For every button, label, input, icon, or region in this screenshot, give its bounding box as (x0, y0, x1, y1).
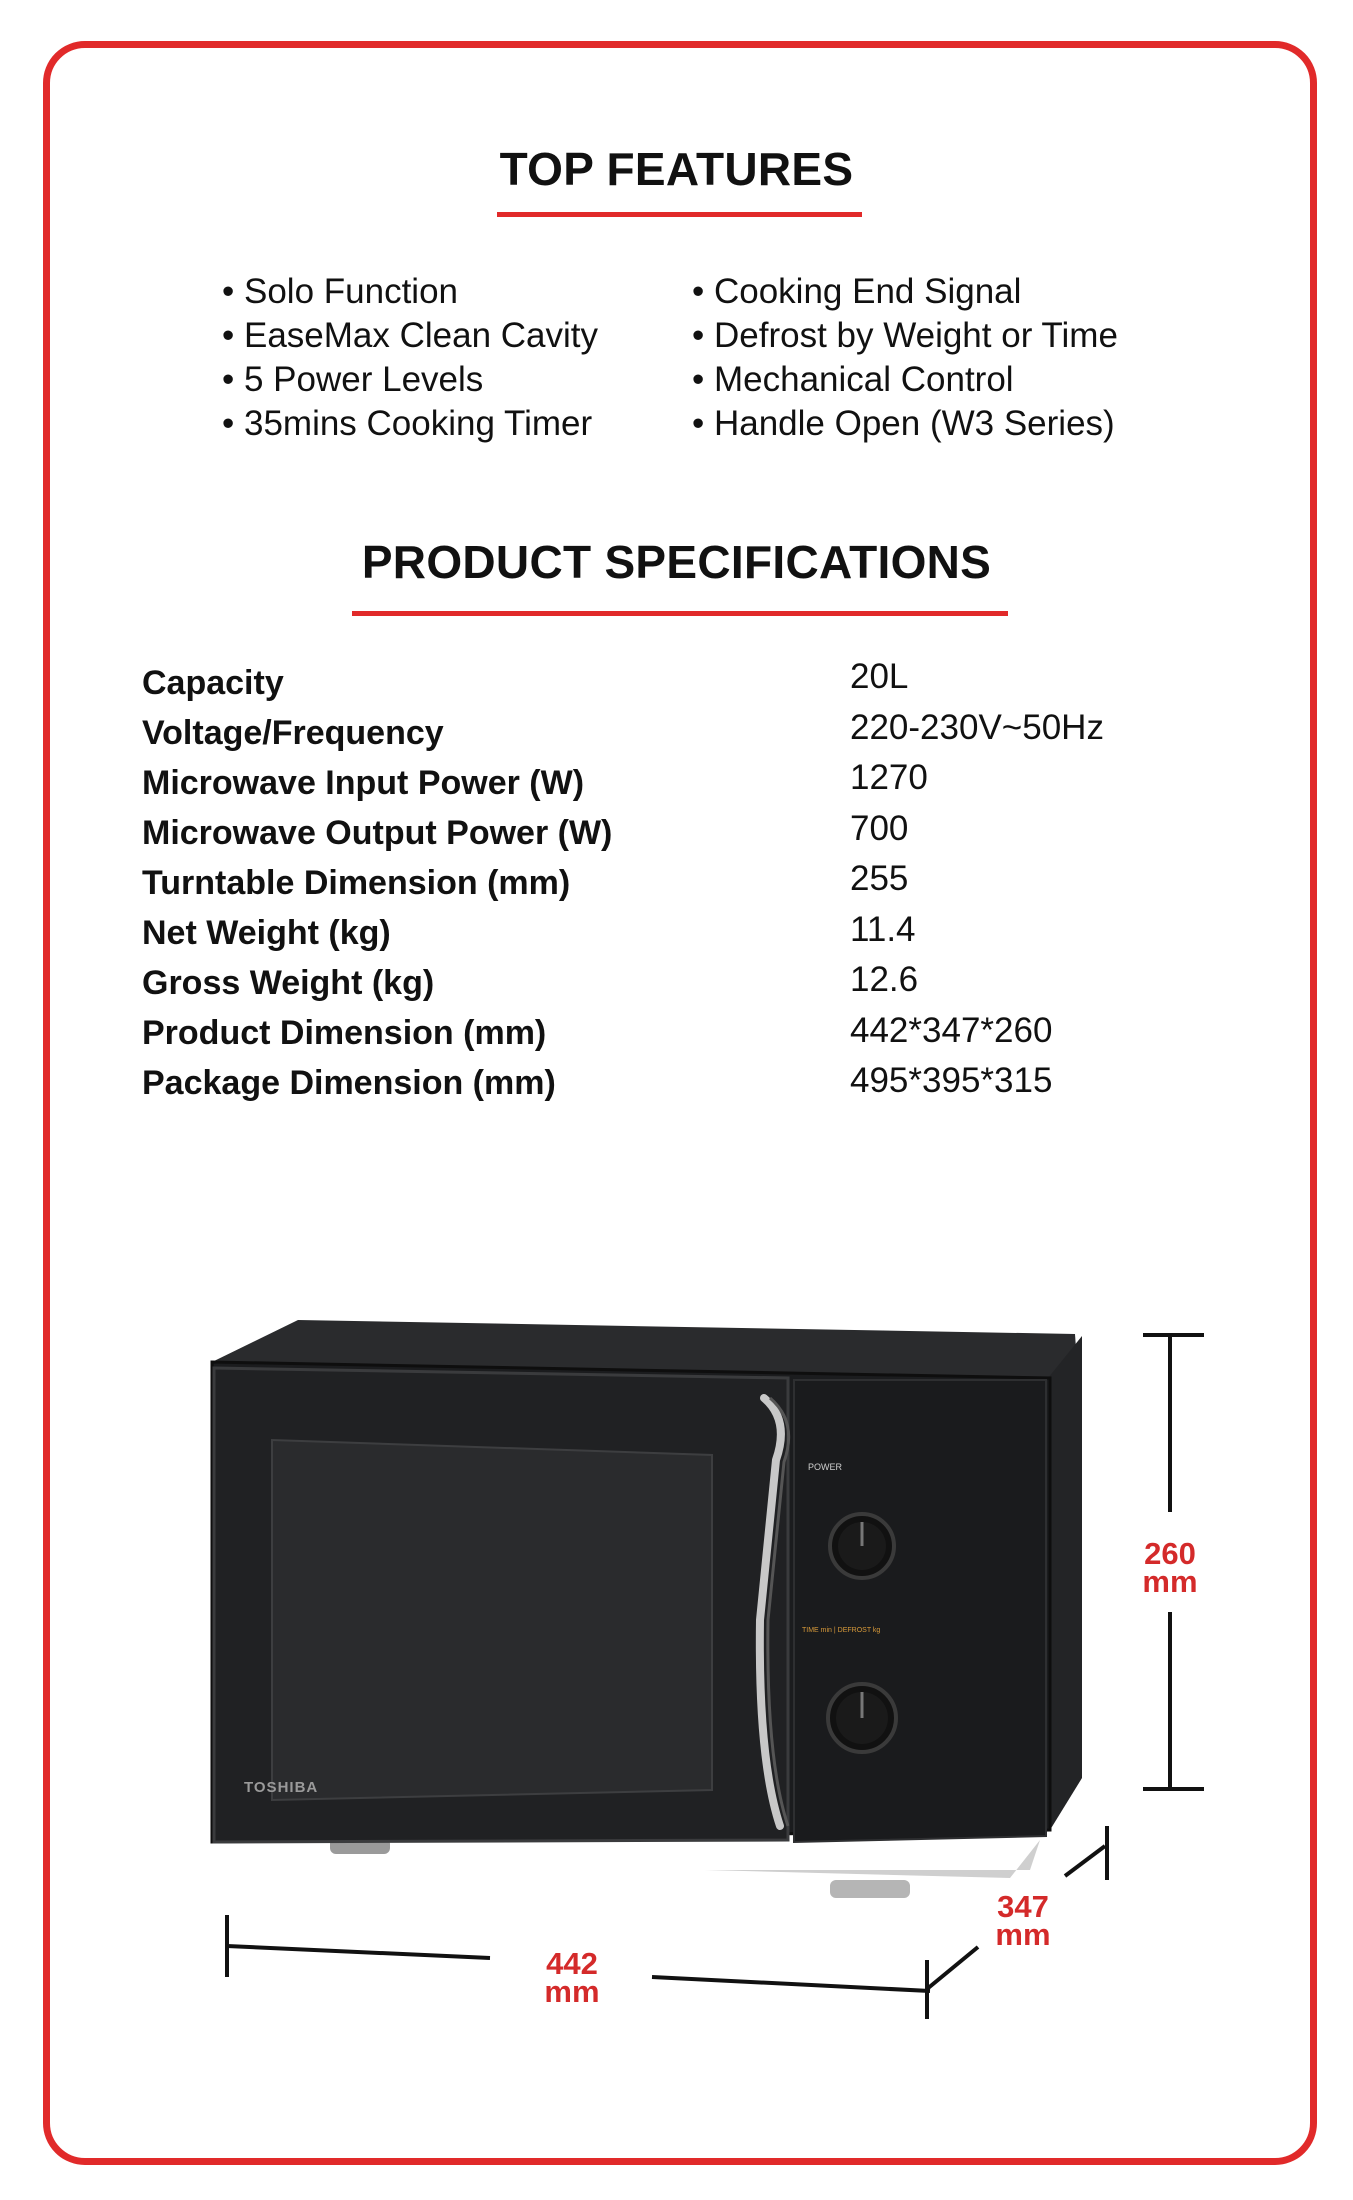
feature-item: • Mechanical Control (692, 360, 1014, 399)
feature-item: • 5 Power Levels (222, 360, 484, 399)
spec-value: 700 (850, 808, 909, 848)
control-panel (794, 1380, 1046, 1842)
depth-dimension-label (983, 1889, 1063, 1952)
height-unit: mm (1142, 1564, 1198, 1599)
turntable-base (705, 1840, 1040, 1878)
feature-item: • Solo Function (222, 272, 458, 311)
height-value: 260 (1144, 1536, 1196, 1571)
microwave-foot (830, 1880, 910, 1898)
width-value: 442 (546, 1946, 598, 1981)
spec-label: Net Weight (kg) (142, 914, 391, 952)
spec-label: Gross Weight (kg) (142, 964, 435, 1002)
feature-item: • Handle Open (W3 Series) (692, 404, 1115, 443)
microwave-window (272, 1440, 712, 1800)
specifications-title: PRODUCT SPECIFICATIONS (361, 536, 992, 588)
spec-value: 255 (850, 859, 909, 898)
microwave-side (1048, 1336, 1082, 1830)
brand-logo: TOSHIBA (244, 1779, 319, 1796)
spec-label: Product Dimension (mm) (142, 1014, 547, 1052)
height-dimension-label (1130, 1536, 1210, 1599)
spec-value: 11.4 (850, 909, 916, 949)
spec-value: 12.6 (850, 960, 919, 999)
width-unit: mm (544, 1974, 600, 2009)
spec-value: 442*347*260 (850, 1010, 1053, 1050)
width-dimension-label (532, 1946, 612, 2009)
spec-value: 1270 (850, 758, 928, 797)
depth-unit: mm (995, 1917, 1051, 1952)
spec-label: Capacity (142, 664, 284, 702)
spec-label: Package Dimension (mm) (142, 1064, 556, 1102)
spec-label: Turntable Dimension (mm) (142, 864, 571, 902)
feature-item: • EaseMax Clean Cavity (222, 316, 599, 355)
feature-item: • Cooking End Signal (692, 272, 1022, 311)
depth-value: 347 (997, 1889, 1049, 1924)
feature-item: • Defrost by Weight or Time (692, 316, 1118, 355)
spec-label: Microwave Input Power (W) (142, 764, 585, 802)
feature-item: • 35mins Cooking Timer (222, 404, 593, 443)
spec-label: Voltage/Frequency (142, 714, 444, 752)
power-label: POWER (808, 1462, 843, 1472)
spec-value: 220-230V~50Hz (850, 707, 1104, 747)
top-features-title: TOP FEATURES (499, 143, 854, 195)
spec-label: Microwave Output Power (W) (142, 814, 613, 852)
spec-value: 20L (850, 657, 909, 696)
timer-label: TIME min | DEFROST kg (802, 1627, 881, 1634)
spec-value: 495*395*315 (850, 1061, 1053, 1100)
